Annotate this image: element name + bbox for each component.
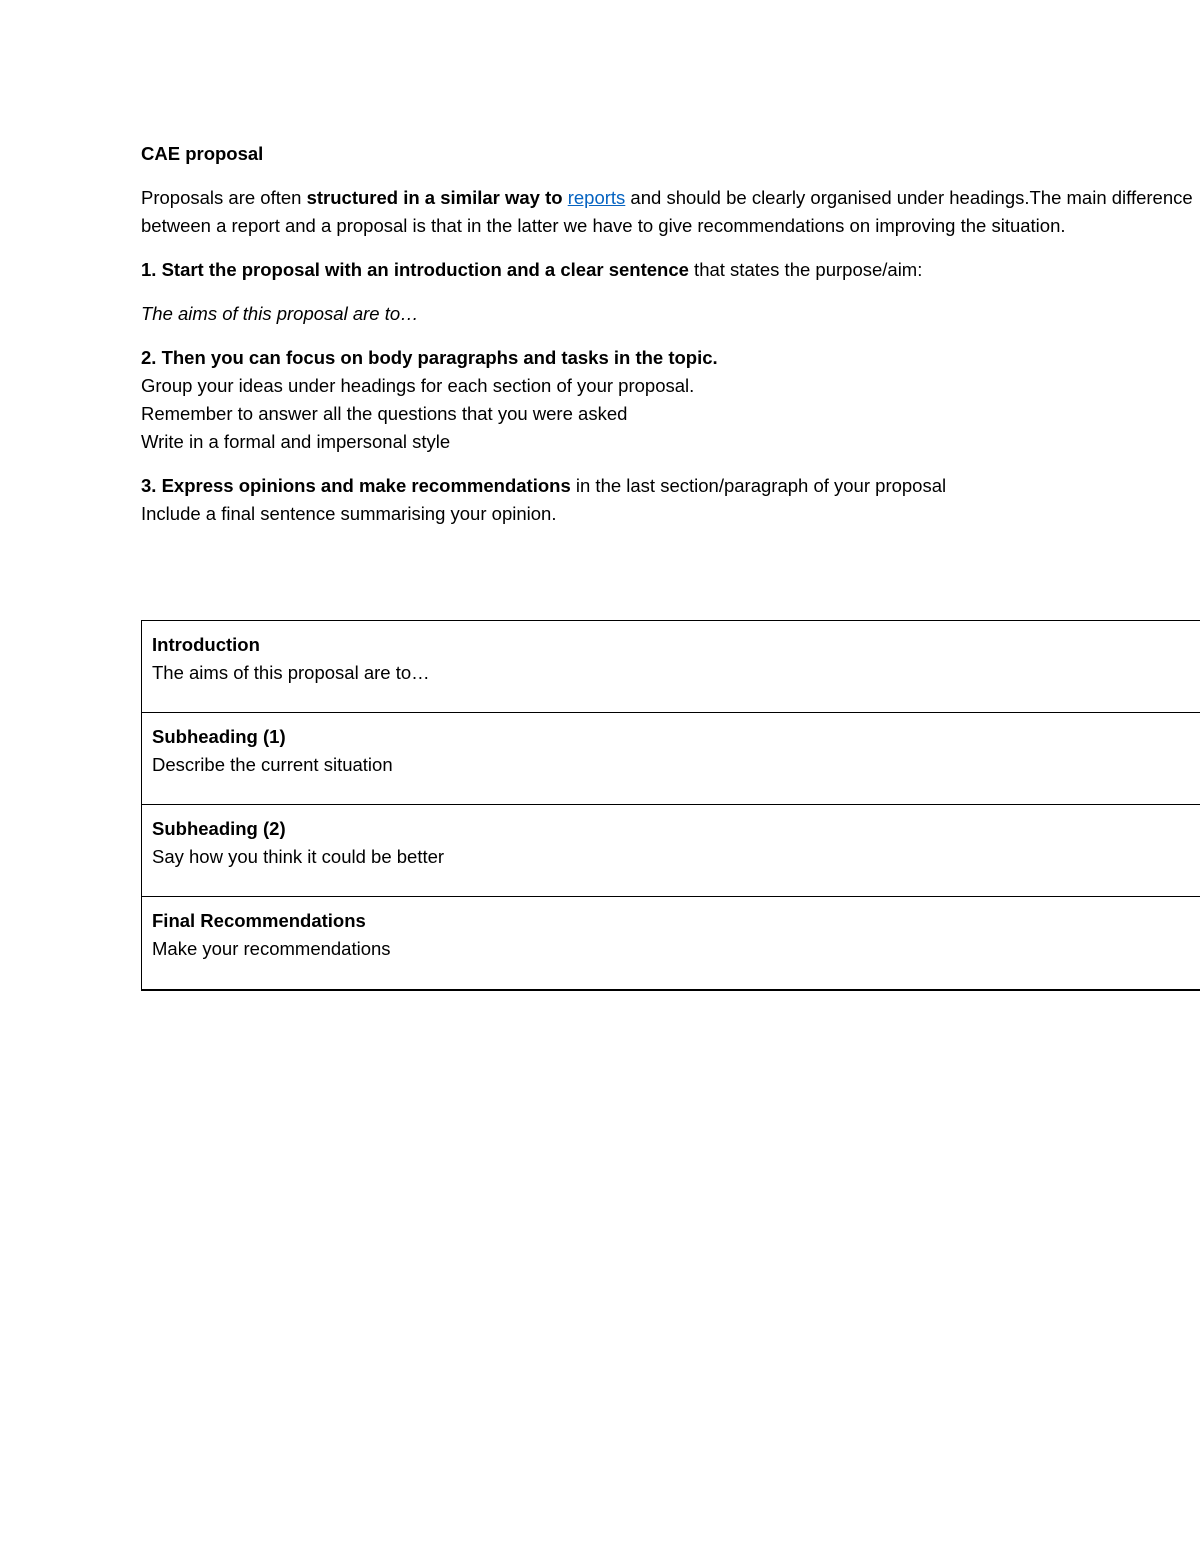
outline-row-text: Make your recommendations [152, 938, 391, 959]
outline-row-subheading-1 [141, 712, 1200, 804]
document-title: CAE proposal [141, 143, 264, 164]
intro-paragraph [141, 184, 1200, 240]
step-1-paragraph [141, 256, 1200, 284]
document-body [141, 140, 1200, 544]
outline-row-heading: Subheading (1) [152, 726, 286, 747]
step-3-line: Include a final sentence summarising your opinion. [141, 503, 557, 524]
step-2-line: Group your ideas under headings for each section of your proposal. [141, 375, 695, 396]
outline-row-subheading-2 [141, 804, 1200, 896]
step-3-heading: 3. Express opinions and make recommendations [141, 475, 571, 496]
proposal-outline-table [141, 620, 1200, 991]
outline-row-heading: Final Recommendations [152, 910, 366, 931]
outline-row-text: Say how you think it could be better [152, 846, 445, 867]
step-3-paragraph [141, 472, 1200, 528]
step-3-text: in the last section/paragraph of your proposal [570, 475, 947, 496]
outline-row-introduction [141, 620, 1200, 712]
intro-text-end: and should be clearly organised under headings.The main difference between a report and a proposal is that in the latter we have to give recommendations on improving the situation. [141, 187, 1193, 236]
intro-text-start: Proposals are often [141, 187, 307, 208]
intro-bold-text: structured in a similar way to [306, 187, 568, 208]
step-1-text: that states the purpose/aim: [688, 259, 923, 280]
example-sentence: The aims of this proposal are to… [141, 303, 419, 324]
step-2-paragraph [141, 344, 1200, 456]
outline-row-text: Describe the current situation [152, 754, 393, 775]
outline-row-final-recommendations [141, 896, 1200, 991]
step-2-line: Write in a formal and impersonal style [141, 431, 451, 452]
step-1-heading: 1. Start the proposal with an introduction and a clear sentence [141, 259, 689, 280]
step-2-heading: 2. Then you can focus on body paragraphs and tasks in the topic. [141, 347, 718, 368]
outline-row-heading: Introduction [152, 634, 260, 655]
reports-link[interactable]: reports [567, 187, 626, 208]
outline-row-heading: Subheading (2) [152, 818, 286, 839]
step-2-line: Remember to answer all the questions that you were asked [141, 403, 628, 424]
outline-row-text: The aims of this proposal are to… [152, 662, 430, 683]
